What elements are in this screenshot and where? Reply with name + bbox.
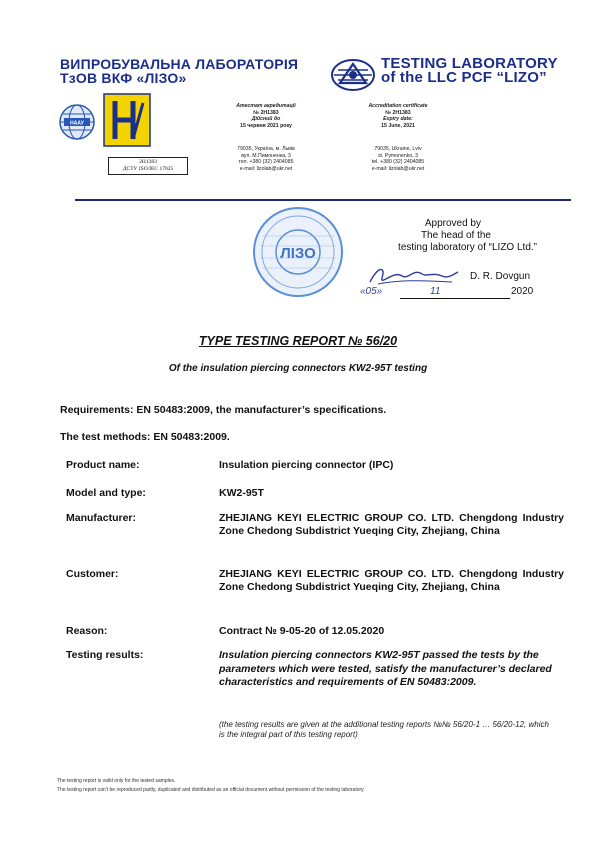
stamp-text: ЛІЗО	[280, 245, 316, 262]
testing-results-label: Testing results:	[66, 649, 144, 661]
cert-ua-title: Атестат акредитації	[236, 103, 296, 109]
product-name-value: Insulation piercing connector (IPC)	[219, 459, 394, 471]
manufacturer-value: ZHEJIANG KEYI ELECTRIC GROUP CO. LTD. Chengdong Industry Zone Chedong Subdistrict Yueqing City, Zhejiang, China	[219, 512, 564, 537]
addr-en-line: st. Pymonenko, 3	[377, 152, 419, 159]
dstu-standard: ДСТУ ISO/IEC 17025	[122, 166, 174, 172]
addr-en-email: e-mail: lizolab@ukr.net	[371, 165, 425, 172]
manufacturer-label: Manufacturer:	[66, 512, 137, 524]
lab-title-en-line2: of the LLC PCF “LIZO”	[381, 69, 547, 86]
lab-title-ua	[60, 57, 298, 85]
lab-title-en	[381, 57, 558, 85]
addr-en-line: 79035, Ukraine, Lviv	[374, 146, 422, 152]
customer-label: Customer:	[66, 568, 119, 580]
footer-copyright: The testing report can’t be reproduced partly, duplicated and distributed as an official document without permission of the testing laboratory.	[57, 787, 365, 793]
address-en	[350, 146, 446, 172]
cert-ua-date: 15 червня 2021 року	[240, 122, 292, 129]
dstu-badge	[108, 157, 188, 175]
reason-value: Contract № 9-05-20 of 12.05.2020	[219, 625, 385, 637]
certificate-ua	[216, 103, 316, 129]
cert-en-title: Accreditation certificate	[368, 103, 428, 109]
lab-title-ua-line1: ВИПРОБУВАЛЬНА ЛАБОРАТОРІЯ	[60, 56, 299, 72]
certificate-en	[348, 103, 448, 129]
model-type-label: Model and type:	[66, 487, 146, 499]
report-title: TYPE TESTING REPORT № 56/20	[198, 334, 398, 348]
cert-ua-valid: Дійсний до	[251, 116, 281, 123]
approval-date	[360, 286, 540, 300]
testing-results-value: Insulation piercing connectors KW2-95T passed the tests by the parameters which were tested, satisfy the manufacturer’s declared characteristics and requirements of EN 50483:2009.	[219, 649, 552, 688]
product-name-label: Product name:	[66, 459, 140, 471]
approval-date-day: «05»	[360, 286, 383, 297]
approval-date-month: 11	[430, 286, 441, 297]
addr-ua-line: 79035, Україна, м. Львів	[237, 146, 295, 152]
requirements: Requirements: EN 50483:2009, the manufacturer’s specifications.	[60, 404, 387, 416]
approval-block	[340, 218, 541, 254]
reason-label: Reason:	[66, 625, 108, 637]
lizo-company-logo	[103, 93, 151, 147]
lab-title-en-line1: TESTING LABORATORY	[381, 55, 558, 72]
lab-stamp-seal	[252, 206, 344, 298]
header-divider	[75, 199, 571, 201]
dstu-number: 2H1383	[139, 159, 157, 165]
lab-title-ua-line2: ТзОВ ВКФ «ЛІЗО»	[60, 70, 187, 86]
addr-ua-email: e-mail: lizolab@ukr.net	[239, 165, 293, 172]
svg-text:НААУ: НААУ	[70, 120, 84, 127]
cert-ua-number: № 2H1383	[253, 109, 279, 116]
signer-name: D. R. Dovgun	[470, 271, 531, 282]
addr-ua-line: вул. М.Пимоненка, 3	[241, 152, 291, 159]
approval-date-year: 2020	[511, 286, 534, 297]
report-subtitle: Of the insulation piercing connectors KW2-95T testing	[168, 363, 428, 374]
test-methods: The test methods: EN 50483:2009.	[60, 431, 230, 443]
cert-en-date: 15 June, 2021	[381, 122, 415, 129]
accreditation-globe-logo	[58, 103, 96, 141]
address-ua	[218, 146, 314, 172]
additional-reports-note: (the testing results are given at the additional testing reports №№ 56/20-1 … 56/20-12, which is the integral part of this testing report)	[219, 720, 549, 739]
approval-date-underline	[400, 298, 510, 299]
cert-en-number: № 2H1383	[385, 109, 411, 116]
addr-ua-line: тел. +380 (32) 2404085	[238, 159, 294, 166]
lab-emblem-logo	[330, 58, 376, 92]
customer-value: ZHEJIANG KEYI ELECTRIC GROUP CO. LTD. Chengdong Industry Zone Chedong Subdistrict Yueqing City, Zhejiang, China	[219, 568, 564, 593]
footer-validity: The testing report is valid only for the tested samples.	[57, 778, 176, 784]
approval-line1: Approved by	[424, 218, 481, 229]
approval-line3: testing laboratory of “LIZO Ltd.”	[398, 242, 537, 253]
addr-en-line: tel. +380 (32) 2404085	[371, 159, 425, 166]
model-type-value: KW2-95T	[219, 487, 264, 499]
cert-en-valid: Expiry date:	[383, 116, 413, 123]
approval-line2: The head of the	[420, 230, 491, 241]
